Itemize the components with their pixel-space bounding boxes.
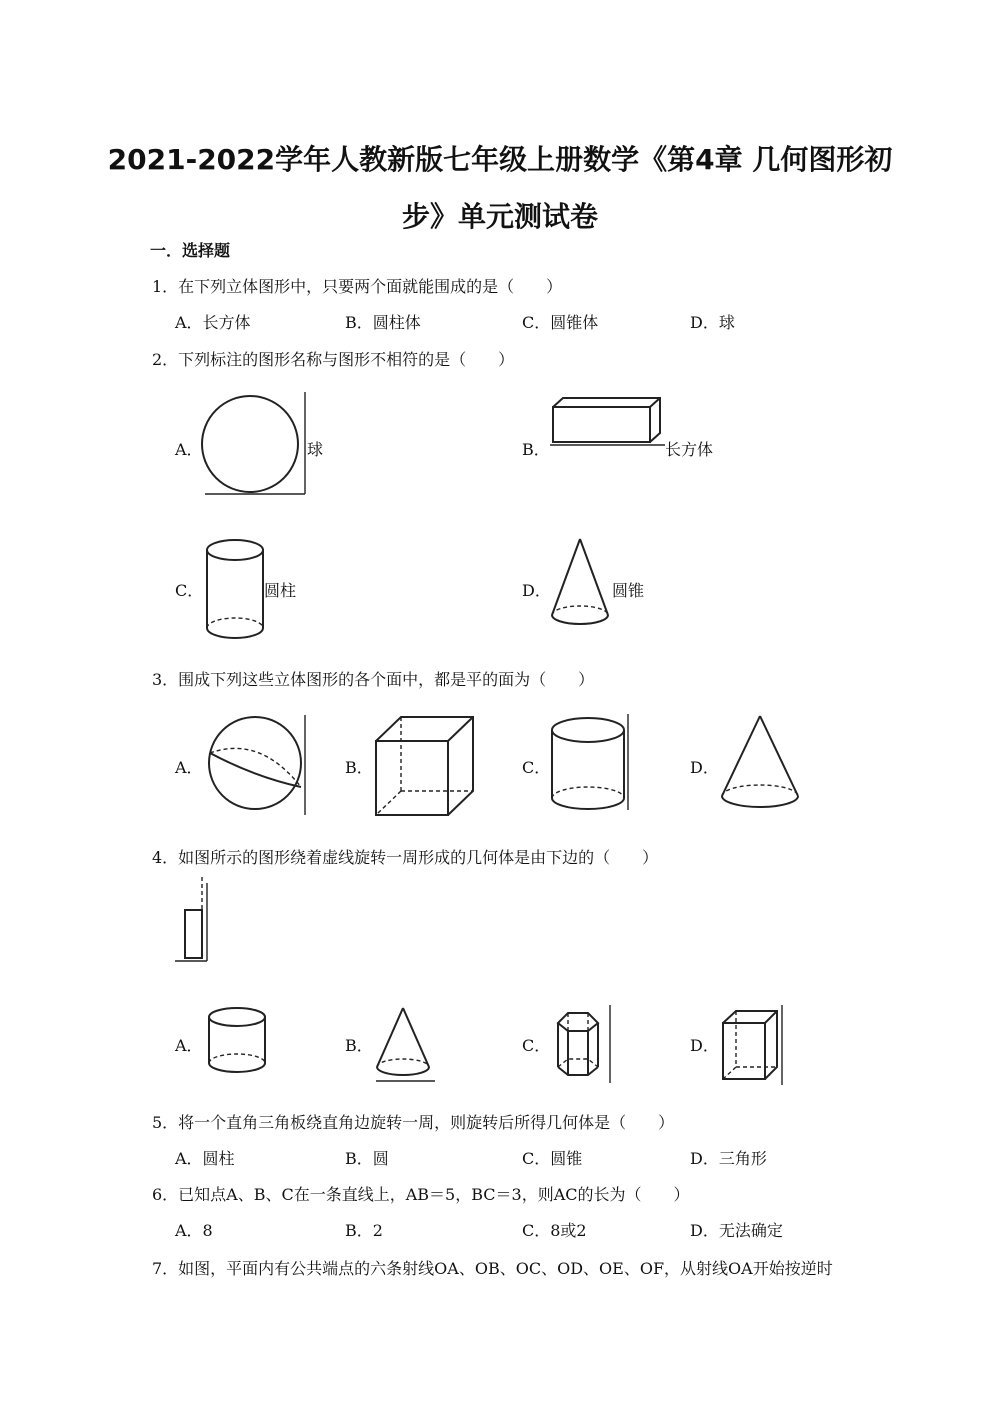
q2-cylinder-figure (200, 538, 270, 643)
q1-option-a[interactable]: A．长方体 (175, 313, 251, 332)
q5-option-c[interactable]: C．圆锥 (522, 1149, 583, 1168)
q2-option-a[interactable]: A． (175, 440, 203, 459)
q2-option-c[interactable]: C． (175, 581, 204, 600)
q4-cuboid-figure (720, 1005, 785, 1090)
q3-cone-figure (718, 712, 803, 812)
q5-option-a[interactable]: A．圆柱 (175, 1149, 235, 1168)
q2-name-a: 球 (307, 440, 324, 459)
q6-option-b[interactable]: B．2 (345, 1221, 383, 1240)
q6-option-d[interactable]: D．无法确定 (690, 1221, 783, 1240)
q1-option-d[interactable]: D．球 (690, 313, 735, 332)
q3-stem: 3．围成下列这些立体图形的各个面中，都是平的面为（ ） (152, 670, 595, 689)
q3-option-a[interactable]: A． (175, 758, 203, 777)
q2-name-b: 长方体 (665, 440, 714, 459)
q6-option-a[interactable]: A．8 (175, 1221, 213, 1240)
q4-option-d[interactable]: D． (690, 1036, 719, 1055)
q1-option-b[interactable]: B．圆柱体 (345, 313, 421, 332)
q4-hexagonal-prism-figure (550, 1005, 615, 1085)
q6-stem: 6．已知点A、B、C在一条直线上，AB＝5，BC＝3，则AC的长为（ ） (152, 1185, 690, 1204)
q4-option-b[interactable]: B． (345, 1036, 373, 1055)
q3-option-c[interactable]: C． (522, 758, 551, 777)
page-title-line1: 2021-2022学年人教新版七年级上册数学《第4章 几何图形初 (107, 143, 893, 176)
q5-option-d[interactable]: D．三角形 (690, 1149, 767, 1168)
q2-option-d[interactable]: D． (522, 581, 551, 600)
q2-name-c: 圆柱 (264, 581, 297, 600)
q2-name-d: 圆锥 (612, 581, 645, 600)
q6-option-c[interactable]: C．8或2 (522, 1221, 587, 1240)
q5-option-b[interactable]: B．圆 (345, 1149, 389, 1168)
section-heading: 一．选择题 (150, 241, 231, 260)
q1-stem: 1．在下列立体图形中，只要两个面就能围成的是（ ） (152, 277, 563, 296)
q4-cylinder-figure (205, 1005, 270, 1080)
q3-cylinder-figure (550, 714, 635, 814)
q2-option-b[interactable]: B． (522, 440, 550, 459)
q4-stem: 4．如图所示的图形绕着虚线旋转一周形成的几何体是由下边的（ ） (152, 848, 659, 867)
q2-stem: 2．下列标注的图形名称与图形不相符的是（ ） (152, 350, 515, 369)
q2-cone-figure (548, 535, 618, 635)
q3-cube-figure (373, 714, 478, 819)
page-title-line2: 步》单元测试卷 (401, 200, 598, 233)
q5-stem: 5．将一个直角三角板绕直角边旋转一周，则旋转后所得几何体是（ ） (152, 1113, 675, 1132)
q4-cone-figure (373, 1005, 443, 1085)
q2-cuboid-figure (550, 395, 670, 455)
q7-stem: 7．如图，平面内有公共端点的六条射线OA、OB、OC、OD、OE、OF，从射线OA开始按逆时 (152, 1259, 833, 1278)
q3-option-b[interactable]: B． (345, 758, 373, 777)
q4-option-a[interactable]: A． (175, 1036, 203, 1055)
q4-option-c[interactable]: C． (522, 1036, 551, 1055)
q1-option-c[interactable]: C．圆锥体 (522, 313, 599, 332)
q4-rotation-figure (172, 875, 217, 965)
q3-sphere-figure (205, 715, 315, 815)
q3-option-d[interactable]: D． (690, 758, 719, 777)
